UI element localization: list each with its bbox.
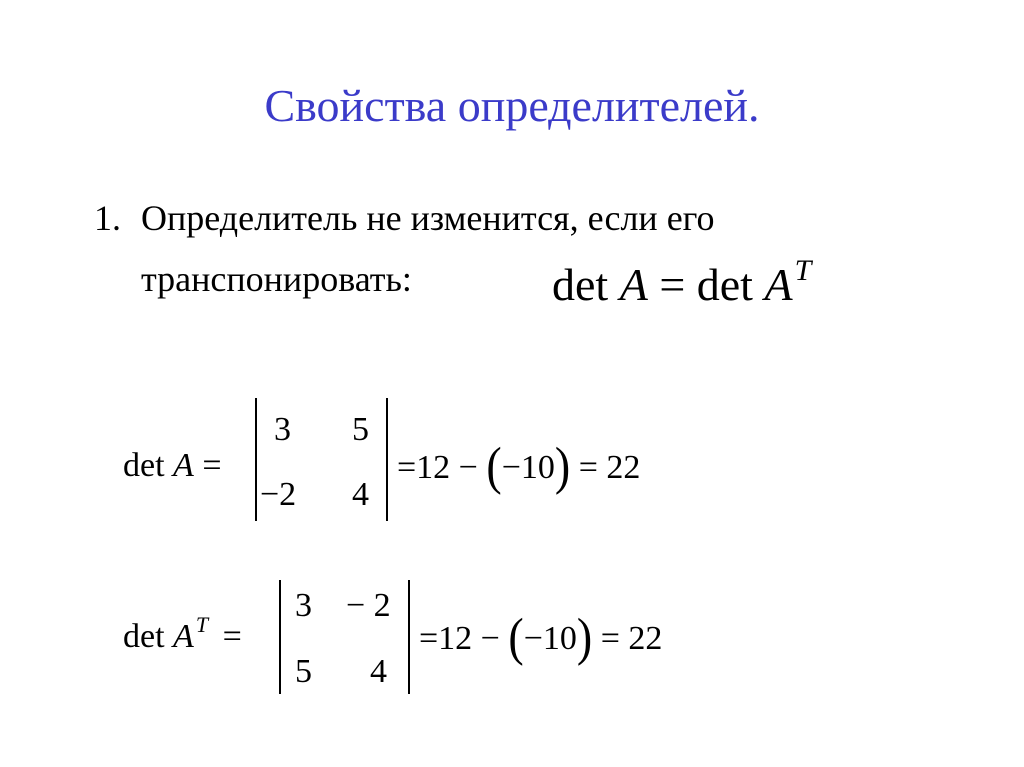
example2-label-var: A <box>173 618 194 655</box>
example2-cell-r2c2: 4 <box>370 653 387 690</box>
main-formula <box>552 254 812 318</box>
example2-transpose-sup: T <box>195 612 209 637</box>
example1-expr-a: =12 − <box>397 449 478 486</box>
example1-cell-r1c1: 3 <box>274 411 291 448</box>
example2-expr-a: =12 − <box>419 620 500 657</box>
slide-title: Свойства определителей. <box>264 80 760 131</box>
example1-cell-r2c2: 4 <box>352 476 369 513</box>
example1-expr-b: = 22 <box>578 449 641 486</box>
example1-label-var: A <box>173 447 194 484</box>
example2-bar-right <box>408 580 410 694</box>
example1-bar-right <box>386 398 388 521</box>
example2-label-op: det <box>123 618 165 655</box>
example2-expression <box>419 607 663 666</box>
example1-paren-open: ( <box>486 436 502 495</box>
example2-equals: = <box>222 618 242 655</box>
example1-paren-close: ) <box>554 436 571 495</box>
example2-paren-close: ) <box>576 607 593 666</box>
property-text-line2: транспонировать: <box>141 259 412 299</box>
example1-bar-left <box>255 398 257 521</box>
example1-equals: = <box>202 447 222 484</box>
main-formula-equals: = <box>659 259 686 310</box>
main-formula-lhs-var: A <box>619 259 648 310</box>
example2-expr-b: = 22 <box>600 620 663 657</box>
main-formula-rhs-op: det <box>696 259 753 310</box>
main-formula-lhs-op: det <box>552 259 609 310</box>
property-number: 1. <box>94 198 121 238</box>
example2-cell-r1c2: − 2 <box>346 587 391 624</box>
main-formula-rhs-var: A <box>764 259 793 310</box>
example1-cell-r2c1: −2 <box>260 476 297 513</box>
example2-label <box>123 612 242 660</box>
main-formula-transpose-sup: T <box>794 254 812 287</box>
example1-label <box>123 446 222 486</box>
example2-paren-open: ( <box>508 607 524 666</box>
example1-inner: −10 <box>501 449 555 486</box>
example1-cell-r1c2: 5 <box>352 411 369 448</box>
example2-inner: −10 <box>523 620 577 657</box>
example2-cell-r2c1: 5 <box>295 653 312 690</box>
example1-label-op: det <box>123 447 165 484</box>
example2-bar-left <box>279 580 281 694</box>
example2-cell-r1c1: 3 <box>295 587 312 624</box>
property-text-line1: Определитель не изменится, если его <box>141 198 715 238</box>
example1-expression <box>397 436 641 495</box>
